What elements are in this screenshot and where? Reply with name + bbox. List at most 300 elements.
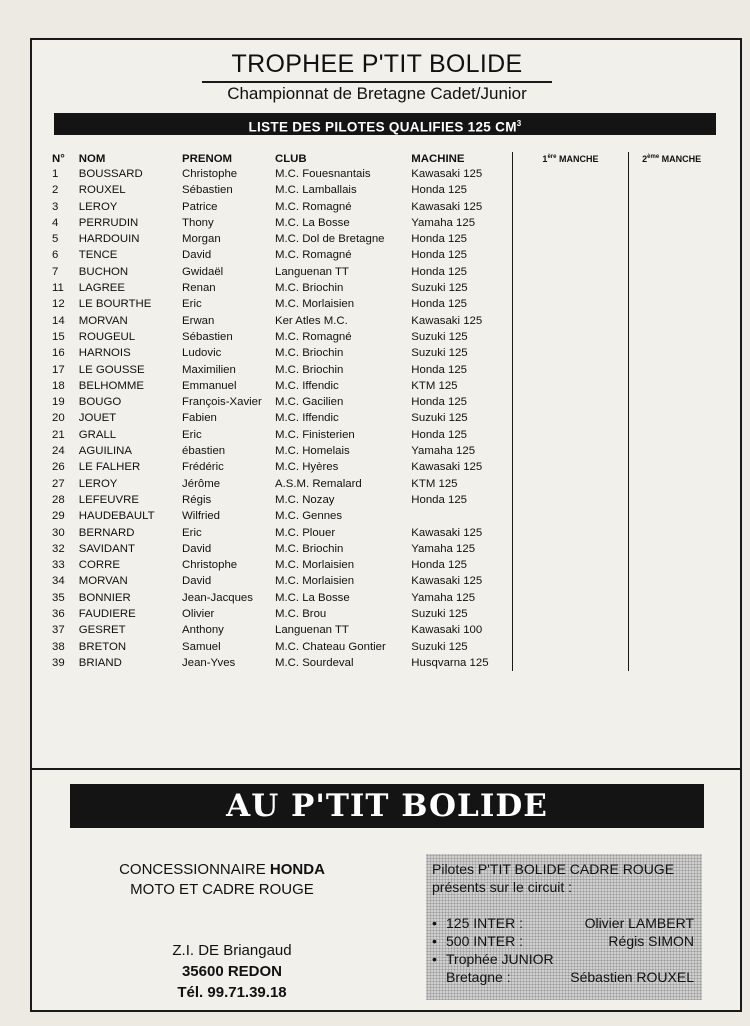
pilot-machine: Kawasaki 125 <box>411 168 483 180</box>
pilot-club: M.C. Romagné <box>274 200 352 213</box>
list-title-banner <box>54 113 716 135</box>
riders-box-heading <box>432 860 698 896</box>
pilots-table <box>50 152 714 671</box>
riders-present-box <box>426 854 702 1000</box>
manche-1-cell <box>512 606 629 622</box>
pilot-first-name: Sébastien <box>182 184 233 197</box>
column-header-manche-2 <box>629 152 714 166</box>
pilot-machine: Honda 125 <box>411 249 468 262</box>
manche-2-cell <box>629 622 714 638</box>
pilot-machine: Honda 125 <box>411 493 468 506</box>
column-header-number: N° <box>52 153 65 165</box>
pilot-machine: Kawasaki 125 <box>411 461 483 474</box>
manche-2-cell <box>629 362 714 378</box>
manche-1-cell <box>512 476 629 492</box>
pilot-last-name: BRIAND <box>78 656 122 669</box>
bullet-icon: • <box>432 933 437 949</box>
pilot-first-name: Ludovic <box>182 347 222 360</box>
pilot-club: M.C. Briochin <box>274 282 344 295</box>
pilot-club: M.C. Morlaisien <box>274 559 355 572</box>
pilot-number: 34 <box>52 575 65 588</box>
manche-2-cell <box>629 215 714 231</box>
pilot-machine: Suzuki 125 <box>411 330 468 343</box>
pilot-number: 19 <box>52 396 65 409</box>
manche-2-cell <box>629 280 714 296</box>
pilot-machine: Yamaha 125 <box>411 445 476 458</box>
table-row <box>50 166 714 182</box>
rider-name: Olivier LAMBERT <box>584 915 694 931</box>
pilot-machine: Kawasaki 125 <box>411 575 483 588</box>
manche-2-cell <box>629 345 714 361</box>
pilot-first-name: Eric <box>182 298 202 311</box>
pilot-last-name: SAVIDANT <box>78 542 135 555</box>
pilot-last-name: ROUXEL <box>78 184 126 197</box>
pilot-last-name: LEROY <box>78 200 118 213</box>
table-row <box>50 215 714 231</box>
shop-address <box>132 940 332 1003</box>
manche-1-cell <box>512 166 629 182</box>
pilot-first-name: Eric <box>182 428 202 441</box>
pilot-machine: KTM 125 <box>411 379 458 392</box>
manche-2-cell <box>629 606 714 622</box>
table-row <box>50 410 714 426</box>
bullet-icon: • <box>432 951 437 967</box>
manche-1-cell <box>512 313 629 329</box>
pilot-last-name: HAUDEBAULT <box>78 510 155 523</box>
table-row <box>50 329 714 345</box>
pilot-machine: Kawasaki 125 <box>411 200 483 213</box>
table-header-row <box>50 152 714 166</box>
manche-1-cell <box>512 492 629 508</box>
manche-2-number: 2 <box>642 154 648 164</box>
pilot-number: 15 <box>52 330 65 343</box>
manche-1-cell <box>512 296 629 312</box>
manche-2-word: MANCHE <box>659 154 702 164</box>
table-row <box>50 247 714 263</box>
pilot-machine: Honda 125 <box>411 363 468 376</box>
pilot-last-name: HARDOUIN <box>78 233 140 246</box>
pilot-number: 38 <box>52 640 65 653</box>
manche-1-cell <box>512 655 629 671</box>
pilot-last-name: LE FALHER <box>78 461 141 474</box>
pilot-number: 39 <box>52 656 65 669</box>
pilot-club: M.C. Dol de Bretagne <box>274 233 385 246</box>
riders-heading-line-1: Pilotes P'TIT BOLIDE CADRE ROUGE <box>432 861 675 877</box>
manche-2-cell <box>629 508 714 524</box>
pilot-last-name: LE BOURTHE <box>78 298 152 311</box>
pilot-number: 2 <box>52 184 59 197</box>
pilot-last-name: BERNARD <box>78 526 135 539</box>
manche-1-cell <box>512 215 629 231</box>
document-frame <box>30 38 742 1012</box>
rider-category: 500 INTER : <box>446 933 524 949</box>
pilot-number: 20 <box>52 412 65 425</box>
manche-2-cell <box>629 573 714 589</box>
manche-2-cell <box>629 639 714 655</box>
pilot-machine: Suzuki 125 <box>411 282 468 295</box>
pilot-number: 4 <box>52 216 59 229</box>
pilot-first-name: Jérôme <box>182 477 221 490</box>
address-street: Z.I. DE Briangaud <box>172 942 292 959</box>
table-row <box>50 443 714 459</box>
manche-1-cell <box>512 362 629 378</box>
manche-1-cell <box>512 182 629 198</box>
pilot-club: M.C. Hyères <box>274 461 339 474</box>
pilot-number: 28 <box>52 493 65 506</box>
pilot-number: 36 <box>52 608 65 621</box>
rider-category: 125 INTER : <box>446 915 524 931</box>
pilot-machine: Suzuki 125 <box>411 412 468 425</box>
pilot-number: 24 <box>52 445 65 458</box>
pilot-first-name: Renan <box>182 282 216 295</box>
pilot-last-name: MORVAN <box>78 575 128 588</box>
pilot-machine: Suzuki 125 <box>411 608 468 621</box>
pilot-club: M.C. Morlaisien <box>274 575 355 588</box>
pilot-number: 18 <box>52 379 65 392</box>
pilot-number: 16 <box>52 347 65 360</box>
table-row <box>50 264 714 280</box>
pilot-last-name: BOUSSARD <box>78 168 143 180</box>
table-row <box>50 492 714 508</box>
table-row <box>50 313 714 329</box>
bullet-icon: • <box>432 915 437 931</box>
pilot-first-name: Erwan <box>182 314 215 327</box>
pilot-rows <box>50 166 714 671</box>
pilot-machine: Kawasaki 125 <box>411 526 483 539</box>
pilot-last-name: GESRET <box>78 624 126 637</box>
pilot-club: M.C. Briochin <box>274 347 344 360</box>
pilot-machine: Husqvarna 125 <box>411 656 489 669</box>
pilot-last-name: HARNOIS <box>78 347 131 360</box>
pilot-number: 5 <box>52 233 59 246</box>
dealer-prefix: CONCESSIONNAIRE <box>119 861 270 878</box>
manche-2-suffix: ème <box>647 154 660 160</box>
pilot-number: 7 <box>52 265 59 278</box>
pilot-first-name: François-Xavier <box>182 396 262 409</box>
pilot-first-name: Christophe <box>182 559 238 572</box>
manche-1-cell <box>512 427 629 443</box>
manche-2-cell <box>629 296 714 312</box>
pilot-machine: Yamaha 125 <box>411 542 476 555</box>
manche-2-cell <box>629 378 714 394</box>
manche-2-cell <box>629 313 714 329</box>
column-header-prenom: PRENOM <box>182 153 233 165</box>
pilot-machine: Honda 125 <box>411 428 468 441</box>
manche-1-cell <box>512 639 629 655</box>
table-row <box>50 182 714 198</box>
manche-2-cell <box>629 541 714 557</box>
rider-category: Trophée JUNIOR <box>446 951 554 967</box>
pilot-last-name: JOUET <box>78 412 117 425</box>
table-row <box>50 199 714 215</box>
pilot-club: Ker Atles M.C. <box>274 314 348 327</box>
manche-2-cell <box>629 182 714 198</box>
pilot-first-name: Jean-Jacques <box>182 591 253 604</box>
table-row <box>50 541 714 557</box>
manche-2-cell <box>629 329 714 345</box>
pilot-last-name: CORRE <box>78 559 120 572</box>
pilot-club: M.C. Sourdeval <box>274 656 354 669</box>
manche-1-cell <box>512 247 629 263</box>
table-row <box>50 590 714 606</box>
table-row <box>50 655 714 671</box>
pilot-last-name: MORVAN <box>78 314 128 327</box>
pilot-last-name: AGUILINA <box>78 445 132 458</box>
pilot-number: 21 <box>52 428 65 441</box>
manche-2-cell <box>629 264 714 280</box>
manche-1-cell <box>512 622 629 638</box>
pilot-first-name: Régis <box>182 493 212 506</box>
manche-1-cell <box>512 264 629 280</box>
pilot-machine: Suzuki 125 <box>411 640 468 653</box>
pilot-number: 37 <box>52 624 65 637</box>
pilot-last-name: BOUGO <box>78 396 122 409</box>
pilot-first-name: Gwidaël <box>182 265 224 278</box>
manche-2-cell <box>629 492 714 508</box>
manche-2-cell <box>629 410 714 426</box>
pilot-club: M.C. Finisterien <box>274 428 355 441</box>
manche-1-number: 1 <box>542 154 548 164</box>
pilot-club: M.C. La Bosse <box>274 591 350 604</box>
pilot-first-name: Christophe <box>182 168 238 180</box>
manche-2-cell <box>629 166 714 182</box>
pilot-last-name: BUCHON <box>78 265 129 278</box>
manche-1-cell <box>512 590 629 606</box>
manche-1-cell <box>512 199 629 215</box>
pilot-club: M.C. Romagné <box>274 330 352 343</box>
pilot-number: 29 <box>52 510 65 523</box>
pilot-club: M.C. Homelais <box>274 445 350 458</box>
pilot-last-name: BRETON <box>78 640 127 653</box>
pilot-first-name: Fabien <box>182 412 217 425</box>
pilot-last-name: PERRUDIN <box>78 216 139 229</box>
dealer-line-2: MOTO ET CADRE ROUGE <box>130 881 314 898</box>
pilot-first-name: Samuel <box>182 640 221 653</box>
manche-2-cell <box>629 459 714 475</box>
pilot-first-name: David <box>182 542 212 555</box>
pilot-first-name: David <box>182 575 212 588</box>
pilot-club: M.C. Chateau Gontier <box>274 640 386 653</box>
pilot-first-name: ébastien <box>182 445 226 458</box>
pilot-first-name: Frédéric <box>182 461 224 474</box>
pilot-first-name: Sébastien <box>182 330 233 343</box>
table-row <box>50 362 714 378</box>
pilot-number: 6 <box>52 249 59 262</box>
rider-item <box>432 914 694 932</box>
pilot-number: 3 <box>52 200 59 213</box>
table-row <box>50 280 714 296</box>
pilot-first-name: Olivier <box>182 608 215 621</box>
pilot-club: M.C. Morlaisien <box>274 298 355 311</box>
pilot-last-name: LEROY <box>78 477 118 490</box>
dealer-line-1 <box>92 860 352 880</box>
pilot-number: 26 <box>52 461 65 474</box>
manche-1-cell <box>512 541 629 557</box>
table-row <box>50 231 714 247</box>
dealer-brand: HONDA <box>269 861 325 878</box>
pilot-first-name: Emmanuel <box>182 379 237 392</box>
table-row <box>50 606 714 622</box>
manche-1-cell <box>512 280 629 296</box>
manche-1-cell <box>512 410 629 426</box>
table-row <box>50 525 714 541</box>
rider-name: Régis SIMON <box>608 933 694 949</box>
manche-1-cell <box>512 459 629 475</box>
shop-banner: AU P'TIT BOLIDE <box>70 784 704 828</box>
manche-2-cell <box>629 525 714 541</box>
rider-name: Sébastien ROUXEL <box>570 969 694 985</box>
manche-2-cell <box>629 427 714 443</box>
manche-2-cell <box>629 443 714 459</box>
pilot-last-name: LAGREE <box>78 282 125 295</box>
pilot-machine: Honda 125 <box>411 184 468 197</box>
shop-advert-section <box>32 768 740 1010</box>
manche-1-cell <box>512 508 629 524</box>
pilot-club: M.C. Lamballais <box>274 184 357 197</box>
table-row <box>50 639 714 655</box>
column-header-nom: NOM <box>78 153 106 165</box>
manche-1-cell <box>512 443 629 459</box>
manche-1-word: MANCHE <box>556 154 599 164</box>
rider-item <box>432 950 694 968</box>
table-row <box>50 573 714 589</box>
table-row <box>50 427 714 443</box>
pilot-machine: Honda 125 <box>411 265 468 278</box>
table-row <box>50 296 714 312</box>
manche-2-cell <box>629 231 714 247</box>
pilot-club: M.C. Fouesnantais <box>274 168 371 180</box>
address-phone: Tél. 99.71.39.18 <box>177 984 287 1001</box>
pilot-number: 27 <box>52 477 65 490</box>
manche-1-cell <box>512 525 629 541</box>
pilot-number: 12 <box>52 298 65 311</box>
manche-2-cell <box>629 655 714 671</box>
pilot-club: Languenan TT <box>274 624 349 637</box>
pilot-last-name: BONNIER <box>78 591 131 604</box>
rider-category: Bretagne : <box>446 969 511 985</box>
pilot-last-name: LE GOUSSE <box>78 363 145 376</box>
pilot-club: M.C. Iffendic <box>274 412 339 425</box>
pilot-machine: Yamaha 125 <box>411 216 476 229</box>
pilot-club: M.C. Nozay <box>274 493 335 506</box>
pilot-club: M.C. Briochin <box>274 542 344 555</box>
pilot-machine: Yamaha 125 <box>411 591 476 604</box>
pilot-last-name: GRALL <box>78 428 117 441</box>
rider-item <box>432 932 694 950</box>
pilot-number: 33 <box>52 559 65 572</box>
address-city: 35600 REDON <box>181 963 283 980</box>
pilot-first-name: Patrice <box>182 200 218 213</box>
pilot-first-name: Wilfried <box>182 510 221 523</box>
manche-1-suffix: ère <box>547 154 557 160</box>
pilot-first-name: Morgan <box>182 233 221 246</box>
pilot-club: M.C. Brou <box>274 608 327 621</box>
manche-2-cell <box>629 394 714 410</box>
list-title-text: LISTE DES PILOTES QUALIFIES 125 CM <box>248 119 517 135</box>
pilot-last-name: FAUDIERE <box>78 608 136 621</box>
pilot-number: 35 <box>52 591 65 604</box>
pilot-number: 30 <box>52 526 65 539</box>
pilot-club: A.S.M. Remalard <box>274 477 362 490</box>
table-row <box>50 622 714 638</box>
manche-1-cell <box>512 573 629 589</box>
pilot-last-name: BELHOMME <box>78 379 144 392</box>
pilot-number: 11 <box>52 282 64 295</box>
manche-2-cell <box>629 557 714 573</box>
pilot-club: M.C. Plouer <box>274 526 336 539</box>
column-header-club: CLUB <box>274 153 307 165</box>
pilot-first-name: David <box>182 249 212 262</box>
table-row <box>50 394 714 410</box>
table-row <box>50 557 714 573</box>
manche-2-cell <box>629 247 714 263</box>
pilot-number: 17 <box>52 363 65 376</box>
pilot-first-name: Anthony <box>182 624 224 637</box>
dealer-info <box>92 860 352 900</box>
pilot-number: 32 <box>52 542 65 555</box>
manche-1-cell <box>512 378 629 394</box>
table-row <box>50 345 714 361</box>
manche-2-cell <box>629 590 714 606</box>
pilot-number: 14 <box>52 314 65 327</box>
column-header-manche-1 <box>512 152 629 166</box>
pilot-machine: KTM 125 <box>411 477 458 490</box>
manche-1-cell <box>512 394 629 410</box>
manche-1-cell <box>512 345 629 361</box>
pilot-machine: Honda 125 <box>411 559 468 572</box>
pilot-club: Languenan TT <box>274 265 349 278</box>
pilot-machine: Honda 125 <box>411 298 468 311</box>
pilot-machine: Suzuki 125 <box>411 347 468 360</box>
pilot-first-name: Jean-Yves <box>182 656 236 669</box>
pilot-club: M.C. Briochin <box>274 363 344 376</box>
table-row <box>50 508 714 524</box>
pilot-club: M.C. Iffendic <box>274 379 339 392</box>
pilot-first-name: Eric <box>182 526 202 539</box>
manche-2-cell <box>629 476 714 492</box>
pilot-last-name: ROUGEUL <box>78 330 136 343</box>
pilot-first-name: Thony <box>182 216 214 229</box>
manche-1-cell <box>512 557 629 573</box>
qualified-list-section <box>32 40 740 770</box>
page-title: TROPHEE P'TIT BOLIDE <box>202 50 552 83</box>
table-row <box>50 476 714 492</box>
pilot-club: M.C. Romagné <box>274 249 352 262</box>
pilot-club: M.C. La Bosse <box>274 216 350 229</box>
column-header-machine: MACHINE <box>411 153 465 165</box>
manche-1-cell <box>512 231 629 247</box>
manche-2-cell <box>629 199 714 215</box>
pilot-machine: Kawasaki 100 <box>411 624 483 637</box>
pilot-club: M.C. Gennes <box>274 510 343 523</box>
riders-heading-line-2: présents sur le circuit : <box>432 879 573 895</box>
pilot-first-name: Maximilien <box>182 363 236 376</box>
list-title-superscript: 3 <box>516 119 522 128</box>
rider-item-continuation <box>432 968 694 986</box>
manche-1-cell <box>512 329 629 345</box>
table-row <box>50 378 714 394</box>
table-row <box>50 459 714 475</box>
page-subtitle: Championnat de Bretagne Cadet/Junior <box>227 84 527 103</box>
pilot-last-name: TENCE <box>78 249 118 262</box>
pilot-club: M.C. Gacilien <box>274 396 344 409</box>
pilot-machine: Kawasaki 125 <box>411 314 483 327</box>
pilot-machine: Honda 125 <box>411 396 468 409</box>
pilot-number: 1 <box>52 168 59 180</box>
pilot-machine <box>407 508 512 524</box>
pilot-machine: Honda 125 <box>411 233 468 246</box>
pilot-last-name: LEFEUVRE <box>78 493 139 506</box>
